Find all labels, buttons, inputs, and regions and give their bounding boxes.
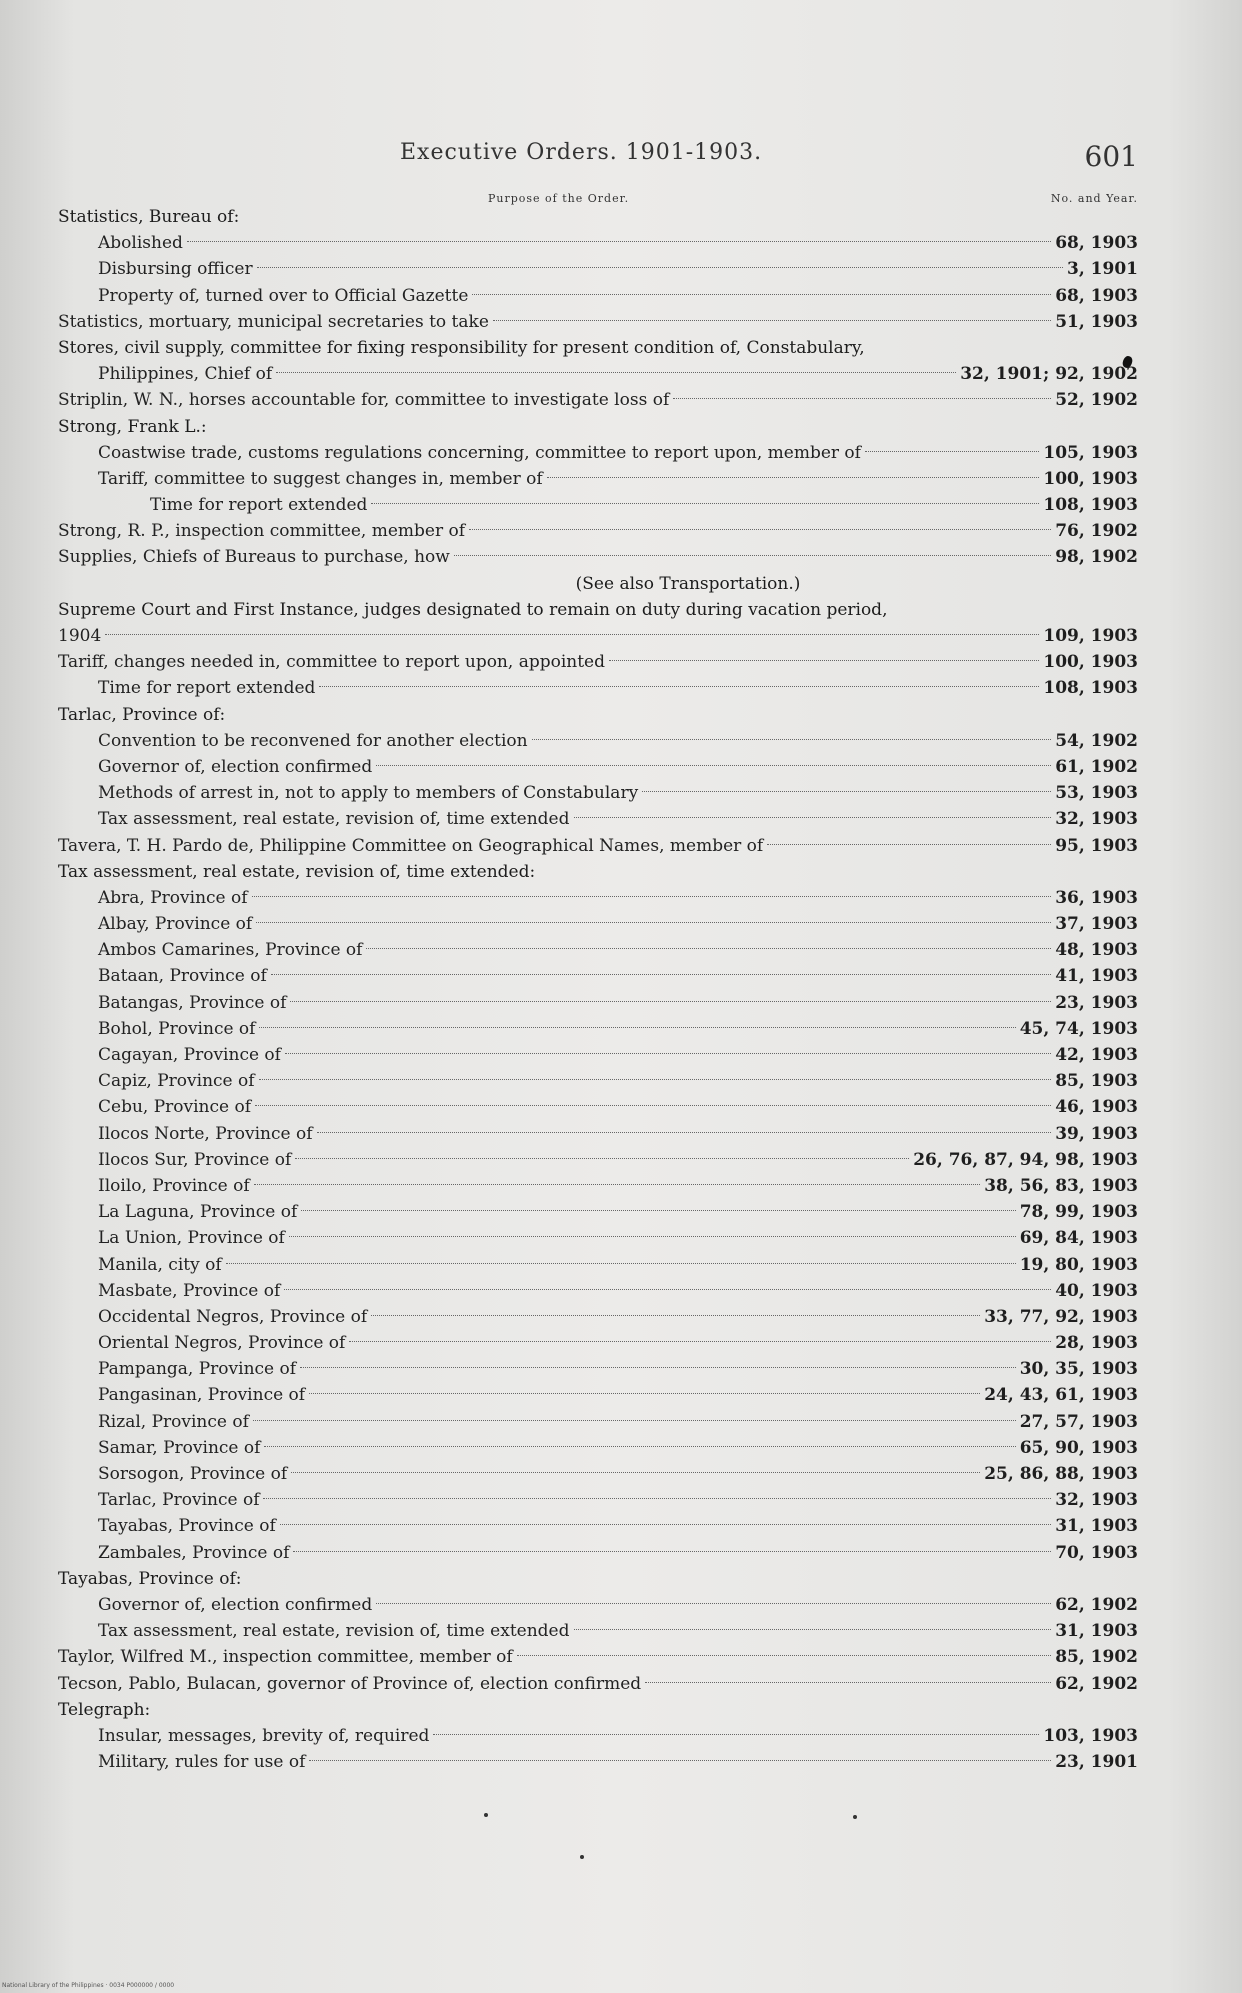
dot-leader: [317, 1132, 1052, 1133]
index-entry: [58, 1330, 1138, 1356]
entry-order-reference: 108, 1903: [1043, 495, 1138, 516]
index-entry: [58, 1697, 1138, 1723]
dot-leader: [574, 1629, 1052, 1630]
page-marks: [0, 1805, 1242, 1865]
entry-text: Methods of arrest in, not to apply to members of Constabulary: [98, 783, 639, 804]
entry-order-reference: 105, 1903: [1043, 442, 1138, 463]
entry-order-reference: 45, 74, 1903: [1019, 1018, 1138, 1039]
entry-text: Taylor, Wilfred M., inspection committee, member of: [58, 1647, 513, 1668]
entry-text: Manila, city of: [98, 1254, 222, 1275]
entry-order-reference: 40, 1903: [1055, 1280, 1138, 1301]
entry-order-reference: 28, 1903: [1055, 1333, 1138, 1354]
entry-order-reference: 76, 1902: [1055, 521, 1138, 542]
index-entry: [58, 1513, 1138, 1539]
dot-leader: [226, 1263, 1016, 1264]
dot-leader: [291, 1472, 980, 1473]
entry-order-reference: 70, 1903: [1055, 1542, 1138, 1563]
index-entry: [58, 414, 1138, 440]
index-entry: [58, 911, 1138, 937]
index-entry: [58, 754, 1138, 780]
entry-text: Bohol, Province of: [98, 1018, 256, 1039]
dot-leader: [767, 844, 1051, 845]
entry-order-reference: 31, 1903: [1055, 1621, 1138, 1642]
index-entry: [58, 806, 1138, 832]
dot-leader: [642, 791, 1051, 792]
entry-order-reference: 30, 35, 1903: [1019, 1359, 1138, 1380]
index-entry: [58, 597, 1138, 623]
entry-order-reference: 46, 1903: [1055, 1097, 1138, 1118]
entry-text: Tavera, T. H. Pardo de, Philippine Committee on Geographical Names, member of: [58, 835, 764, 856]
entry-order-reference: 24, 43, 61, 1903: [984, 1385, 1138, 1406]
dot-leader: [263, 1498, 1051, 1499]
dot-leader: [371, 1315, 980, 1316]
entry-order-reference: 32, 1903: [1055, 809, 1138, 830]
entry-text: Tax assessment, real estate, revision of, time extended:: [58, 861, 536, 882]
dot-leader: [285, 1053, 1051, 1054]
entry-text: Pampanga, Province of: [98, 1359, 297, 1380]
dot-leader: [255, 1105, 1051, 1106]
index-entry: [58, 1461, 1138, 1487]
dot-leader: [290, 1001, 1051, 1002]
entry-order-reference: 103, 1903: [1043, 1725, 1138, 1746]
index-entry: [58, 1487, 1138, 1513]
entry-text: Tayabas, Province of: [98, 1516, 276, 1537]
index-entry: [58, 1435, 1138, 1461]
entry-order-reference: 26, 76, 87, 94, 98, 1903: [913, 1149, 1138, 1170]
entry-order-reference: 23, 1903: [1055, 992, 1138, 1013]
entry-text: Strong, R. P., inspection committee, member of: [58, 521, 466, 542]
entry-text: Statistics, mortuary, municipal secretaries to take: [58, 311, 489, 332]
entry-order-reference: 41, 1903: [1055, 966, 1138, 987]
entry-text: Governor of, election confirmed: [98, 756, 373, 777]
entry-order-reference: 65, 90, 1903: [1019, 1437, 1138, 1458]
entry-text: Bataan, Province of: [98, 966, 267, 987]
index-entry: [58, 230, 1138, 256]
entry-text: Tayabas, Province of:: [58, 1568, 242, 1589]
dot-leader: [309, 1393, 980, 1394]
entry-order-reference: 69, 84, 1903: [1019, 1228, 1138, 1249]
entry-text: Ambos Camarines, Province of: [98, 940, 363, 961]
entry-order-reference: 61, 1902: [1055, 756, 1138, 777]
dot-leader: [256, 922, 1051, 923]
dot-leader: [105, 634, 1039, 635]
dot-leader: [187, 241, 1051, 242]
index-entry: [58, 675, 1138, 701]
index-entry: [58, 256, 1138, 282]
entry-text: (See also Transportation.): [575, 573, 801, 594]
entry-text: Abra, Province of: [98, 887, 248, 908]
dot-leader: [433, 1734, 1039, 1735]
entry-text: Zambales, Province of: [98, 1542, 290, 1563]
entry-order-reference: 108, 1903: [1043, 678, 1138, 699]
dot-leader: [300, 1367, 1016, 1368]
index-entries: [58, 204, 1138, 1775]
index-entry: [58, 571, 1138, 597]
entry-order-reference: 32, 1901; 92, 1902: [960, 364, 1138, 385]
entry-text: Rizal, Province of: [98, 1411, 249, 1432]
entry-text: Ilocos Norte, Province of: [98, 1123, 313, 1144]
entry-text: Tecson, Pablo, Bulacan, governor of Province of, election confirmed: [58, 1673, 642, 1694]
entry-order-reference: 95, 1903: [1055, 835, 1138, 856]
entry-text: Governor of, election confirmed: [98, 1594, 373, 1615]
index-entry: [58, 1749, 1138, 1775]
entry-order-reference: 85, 1903: [1055, 1071, 1138, 1092]
entry-text: Batangas, Province of: [98, 992, 287, 1013]
entry-text: Convention to be reconvened for another election: [98, 730, 528, 751]
index-entry: [58, 1671, 1138, 1697]
index-entry: [58, 1723, 1138, 1749]
entry-text: Stores, civil supply, committee for fixing responsibility for present condition of, Constabulary,: [58, 337, 865, 358]
entry-text: Tax assessment, real estate, revision of, time extended: [98, 809, 570, 830]
entry-order-reference: 54, 1902: [1055, 730, 1138, 751]
dot-leader: [276, 372, 956, 373]
index-entry: [58, 204, 1138, 230]
entry-order-reference: 48, 1903: [1055, 940, 1138, 961]
index-entry: [58, 1199, 1138, 1225]
dot-leader: [532, 739, 1052, 740]
library-stamp: National Library of the Philippines · 0034 P000000 / 0000: [2, 1982, 175, 1989]
index-entry: [58, 1356, 1138, 1382]
index-entry: [58, 309, 1138, 335]
index-entry: [58, 885, 1138, 911]
dot-leader: [517, 1655, 1052, 1656]
dot-leader: [289, 1236, 1016, 1237]
entry-order-reference: 32, 1903: [1055, 1490, 1138, 1511]
dot-leader: [253, 1420, 1016, 1421]
entry-text: Tarlac, Province of: [98, 1490, 260, 1511]
index-entry: [58, 1068, 1138, 1094]
index-entry: [58, 1540, 1138, 1566]
column-header-number: No. and Year.: [1050, 192, 1138, 205]
dot-leader: [254, 1184, 981, 1185]
entry-text: 1904: [58, 626, 102, 646]
dot-leader: [301, 1210, 1015, 1211]
entry-text: Time for report extended: [98, 678, 316, 699]
entry-text: Coastwise trade, customs regulations concerning, committee to report upon, member of: [98, 442, 861, 463]
index-entry: [58, 466, 1138, 492]
entry-order-reference: 109, 1903: [1043, 626, 1138, 646]
dot-leader: [257, 267, 1063, 268]
entry-order-reference: 31, 1903: [1055, 1516, 1138, 1537]
entry-text: Albay, Province of: [98, 914, 253, 935]
entry-order-reference: 51, 1903: [1055, 311, 1138, 332]
entry-order-reference: 19, 80, 1903: [1019, 1254, 1138, 1275]
entry-order-reference: 23, 1901: [1055, 1752, 1138, 1773]
entry-text: Occidental Negros, Province of: [98, 1306, 368, 1327]
entry-text: Capiz, Province of: [98, 1071, 255, 1092]
index-entry: [58, 1225, 1138, 1251]
entry-text: Tariff, committee to suggest changes in, member of: [98, 468, 543, 489]
index-entry: [58, 1173, 1138, 1199]
entry-order-reference: 62, 1902: [1055, 1594, 1138, 1615]
dot-leader: [376, 1603, 1051, 1604]
index-entry: [58, 1644, 1138, 1670]
index-entry: [58, 649, 1138, 675]
entry-text: Tariff, changes needed in, committee to report upon, appointed: [58, 652, 605, 673]
entry-text: La Laguna, Province of: [98, 1202, 298, 1223]
entry-text: Striplin, W. N., horses accountable for, committee to investigate loss of: [58, 390, 670, 411]
index-entry: [58, 1147, 1138, 1173]
entry-text: Telegraph:: [58, 1699, 151, 1720]
index-entry: [58, 1016, 1138, 1042]
entry-text: La Union, Province of: [98, 1228, 285, 1249]
dot-leader: [309, 1760, 1051, 1761]
entry-text: Ilocos Sur, Province of: [98, 1149, 292, 1170]
index-entry: [58, 859, 1138, 885]
index-entry: [58, 702, 1138, 728]
dot-leader: [284, 1289, 1051, 1290]
entry-order-reference: 78, 99, 1903: [1019, 1202, 1138, 1223]
entry-text: Pangasinan, Province of: [98, 1385, 306, 1406]
entry-text: Time for report extended: [150, 495, 368, 516]
index-entry: [58, 937, 1138, 963]
entry-order-reference: 27, 57, 1903: [1019, 1411, 1138, 1432]
running-title: Executive Orders. 1901-1903.: [400, 140, 763, 165]
entry-text: Supreme Court and First Instance, judges designated to remain on duty during vacation period,: [58, 599, 888, 620]
entry-order-reference: 100, 1903: [1043, 468, 1138, 489]
dot-leader: [547, 477, 1040, 478]
ink-dot: [484, 1813, 488, 1817]
index-entry: [58, 780, 1138, 806]
entry-text: Philippines, Chief of: [98, 364, 273, 385]
index-entry: [58, 833, 1138, 859]
dot-leader: [366, 948, 1051, 949]
index-entry: [58, 518, 1138, 544]
index-entry: [58, 728, 1138, 754]
entry-order-reference: 38, 56, 83, 1903: [984, 1175, 1138, 1196]
dot-leader: [493, 320, 1051, 321]
dot-leader: [574, 817, 1052, 818]
entry-order-reference: 62, 1902: [1055, 1673, 1138, 1694]
entry-text: Cagayan, Province of: [98, 1045, 281, 1065]
entry-order-reference: 39, 1903: [1055, 1123, 1138, 1144]
entry-text: Masbate, Province of: [98, 1280, 281, 1301]
dot-leader: [349, 1341, 1051, 1342]
dot-leader: [293, 1551, 1051, 1552]
index-entry: [58, 387, 1138, 413]
entry-text: Statistics, Bureau of:: [58, 207, 240, 227]
index-entry: [58, 283, 1138, 309]
entry-text: Oriental Negros, Province of: [98, 1333, 346, 1354]
index-entry: [58, 335, 1138, 361]
entry-text: Property of, turned over to Official Gazette: [98, 285, 469, 306]
entry-text: Insular, messages, brevity of, required: [98, 1725, 430, 1746]
entry-order-reference: 100, 1903: [1043, 652, 1138, 673]
index-entry: [58, 440, 1138, 466]
entry-text: Supplies, Chiefs of Bureaus to purchase, how: [58, 547, 450, 568]
index-entry: [58, 1592, 1138, 1618]
entry-order-reference: 68, 1903: [1055, 233, 1138, 254]
index-entry: [58, 1409, 1138, 1435]
entry-text: Sorsogon, Province of: [98, 1464, 288, 1484]
entry-text: Military, rules for use of: [98, 1752, 306, 1773]
dot-leader: [271, 974, 1051, 975]
entry-text: Samar, Province of: [98, 1437, 261, 1458]
index-entry: [58, 1618, 1138, 1644]
entry-order-reference: 37, 1903: [1055, 914, 1138, 935]
dot-leader: [252, 896, 1052, 897]
entry-order-reference: 3, 1901: [1067, 259, 1138, 280]
ink-dot: [853, 1815, 857, 1819]
index-entry: [58, 990, 1138, 1016]
entry-text: Disbursing officer: [98, 259, 253, 280]
dot-leader: [280, 1524, 1051, 1525]
entry-order-reference: 53, 1903: [1055, 783, 1138, 804]
entry-text: Tarlac, Province of:: [58, 704, 226, 725]
index-entry: [58, 1252, 1138, 1278]
ink-dot: [580, 1855, 584, 1859]
entry-order-reference: 98, 1902: [1055, 547, 1138, 568]
entry-text: Iloilo, Province of: [98, 1175, 250, 1196]
dot-leader: [609, 660, 1039, 661]
entry-order-reference: 52, 1902: [1055, 390, 1138, 411]
dot-leader: [371, 503, 1039, 504]
entry-order-reference: 36, 1903: [1055, 887, 1138, 908]
index-entry: [58, 1382, 1138, 1408]
dot-leader: [673, 398, 1051, 399]
index-entry: [58, 1278, 1138, 1304]
entry-order-reference: 68, 1903: [1055, 285, 1138, 306]
index-entry: [58, 544, 1138, 570]
dot-leader: [376, 765, 1051, 766]
index-entry: [58, 1304, 1138, 1330]
entry-order-reference: 42, 1903: [1055, 1045, 1138, 1065]
entry-text: Strong, Frank L.:: [58, 416, 207, 437]
index-entry: [58, 1121, 1138, 1147]
entry-text: Cebu, Province of: [98, 1097, 252, 1118]
dot-leader: [645, 1682, 1051, 1683]
dot-leader: [865, 451, 1039, 452]
index-entry: [58, 1094, 1138, 1120]
entry-text: Tax assessment, real estate, revision of, time extended: [98, 1621, 570, 1642]
dot-leader: [454, 555, 1051, 556]
index-entry: [58, 963, 1138, 989]
dot-leader: [472, 294, 1051, 295]
page-header: [0, 140, 1242, 180]
dot-leader: [319, 686, 1039, 687]
dot-leader: [469, 529, 1051, 530]
page-number: 601: [1084, 140, 1138, 173]
index-entry: [58, 361, 1138, 387]
entry-text: Abolished: [98, 233, 183, 254]
column-header-purpose: Purpose of the Order.: [488, 192, 630, 205]
dot-leader: [259, 1027, 1015, 1028]
entry-order-reference: 25, 86, 88, 1903: [984, 1464, 1138, 1484]
index-entry: [58, 1042, 1138, 1068]
index-entry: [58, 623, 1138, 649]
index-entry: [58, 1566, 1138, 1592]
dot-leader: [295, 1158, 909, 1159]
entry-order-reference: 33, 77, 92, 1903: [984, 1306, 1138, 1327]
dot-leader: [259, 1079, 1052, 1080]
index-entry: [58, 492, 1138, 518]
entry-order-reference: 85, 1902: [1055, 1647, 1138, 1668]
dot-leader: [264, 1446, 1015, 1447]
